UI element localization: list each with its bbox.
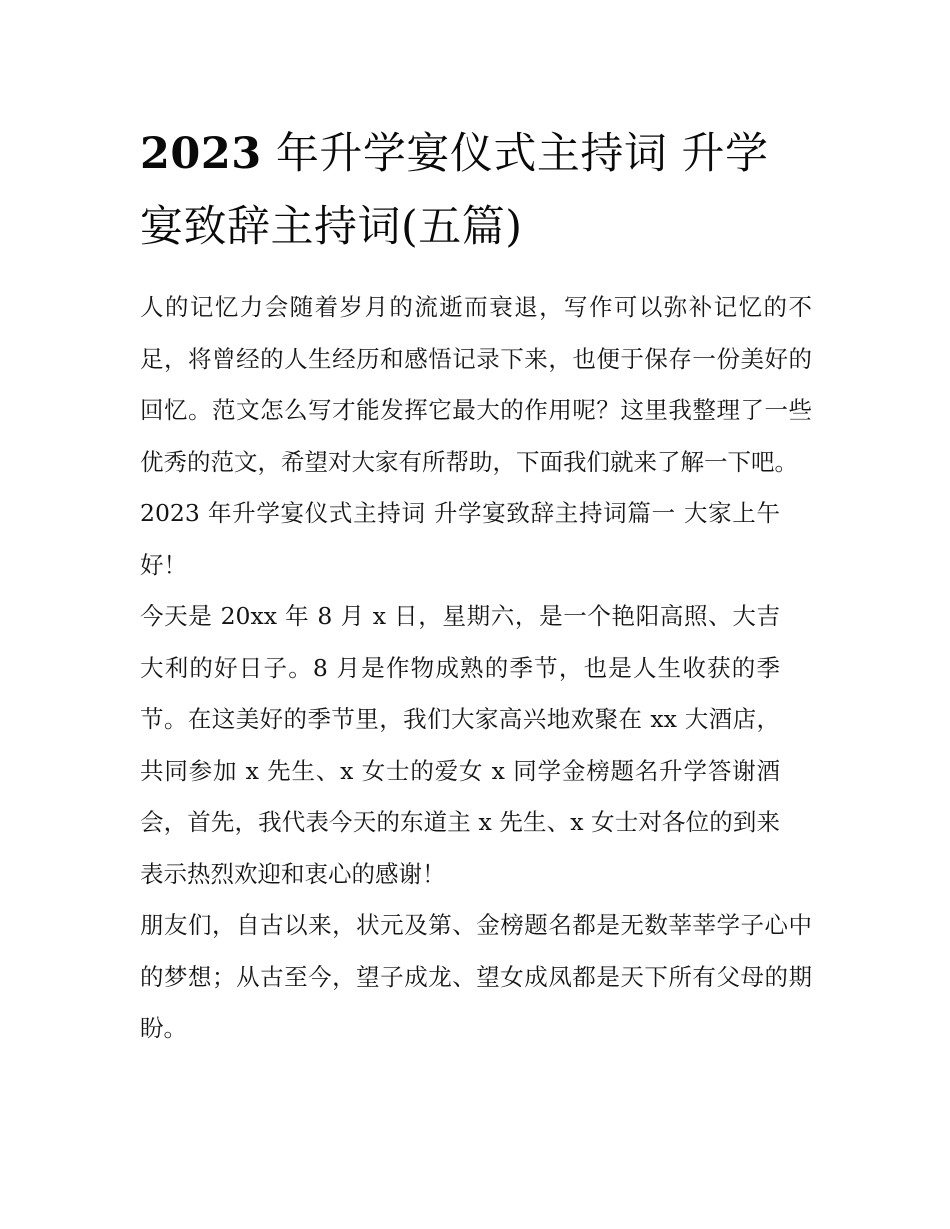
document-body: [140, 282, 812, 1055]
document-page: [140, 118, 812, 1055]
title-text: 年升学宴仪式主持词 升学宴致辞主持词(五篇): [140, 129, 769, 252]
section-heading-paragraph: 2023 年升学宴仪式主持词 升学宴致辞主持词篇一 大家上午好！: [140, 499, 780, 579]
friends-paragraph: 朋友们，自古以来，状元及第、金榜题名都是无数莘莘学子心中的梦想；从古至今，望子成龙、望女成凤都是天下所有父母的期盼。: [140, 911, 812, 1042]
intro-paragraph: 人的记忆力会随着岁月的流逝而衰退，写作可以弥补记忆的不足，将曾经的人生经历和感悟记录下来，也便于保存一份美好的回忆。范文怎么写才能发挥它最大的作用呢？这里我整理了一些优秀的范文，希望对大家有所帮助，下面我们就来了解一下吧。: [140, 293, 812, 476]
title-year: 2023: [140, 129, 262, 179]
opening-paragraph: 今天是 20xx 年 8 月 x 日，星期六，是一个艳阳高照、大吉大利的好日子。8 月是作物成熟的季节，也是人生收获的季节。在这美好的季节里，我们大家高兴地欢聚在 xx 大酒店，共同参加 x 先生、x 女士的爱女 x 同学金榜题名升学答谢酒会，首先，我代表今天的东道主 x 先生、x 女士对各位的到来表示热烈欢迎和衷心的感谢！: [140, 602, 780, 888]
document-title: [140, 118, 812, 264]
